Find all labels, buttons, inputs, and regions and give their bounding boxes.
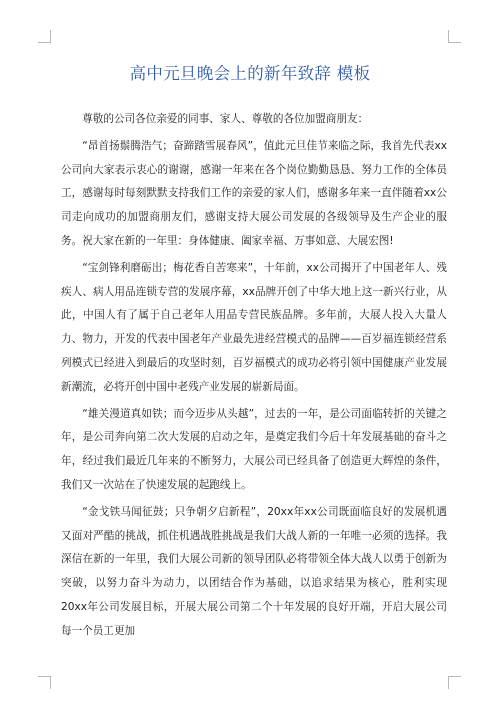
body-paragraph-1: “昂首扬鬃腾浩气；奋蹄踏雪展春风”，值此元旦佳节来临之际，我首先代表xx公司向大家表示衷心的谢谢，感谢一年来在各个岗位勤勤恳恳、努力工作的全体员工，感谢每时每刻默默支持我们工作的亲爱的家人们，感谢多年来一直伴随着xx公司走向成功的加盟商朋友们，感谢支持大展公司发展的各级领导及生产企业的服务。祝大家在新的一年里：身体健康、阖家幸福、万事如意、大展宏图! xyxy=(61,139,447,247)
crop-mark-top-left xyxy=(38,30,51,43)
crop-mark-top-right xyxy=(448,30,461,43)
body-paragraph-4: “金戈铁马闻征鼓；只争朝夕启新程”，20xx年xx公司既面临良好的发展机遇又面对严酷的挑战，抓住机遇战胜挑战是我们大战人新的一年唯一必须的选择。我深信在新的一年里，我们大展公司新的领导团队必将带领全体大战人以勇于创新为突破，以努力奋斗为动力，以团结合作为基础，以追求结果为核心，胜利实现20xx年公司发展目标，开展大展公司第二个十年发展的良好开端，开启大展公司每一个员工更加 xyxy=(61,505,447,637)
crop-mark-bottom-right xyxy=(448,676,461,689)
greeting-paragraph: 尊敬的公司各位亲爱的同事、家人、尊敬的各位加盟商朋友： xyxy=(82,113,369,125)
crop-mark-bottom-left xyxy=(38,676,51,689)
body-paragraph-3: “雄关漫道真如铁；而今迈步从头越”，过去的一年，是公司面临转折的关键之年，是公司奔向第二次大发展的启动之年，是奠定我们今后十年发展基础的奋斗之年，经过我们最近几年来的不断努力，大展公司已经具备了创造更大辉煌的条件，我们又一次站在了快速发展的起跑线上。 xyxy=(61,407,447,491)
document-title: 高中元旦晚会上的新年致辞 模板 xyxy=(129,64,371,83)
body-paragraph-2: “宝剑锋利磨砺出；梅花香自苦寒来”，十年前，xx公司揭开了中国老年人、残疾人、病人用品连锁专营的发展序幕，xx品牌开创了中华大地上这一新兴行业，从此，中国人有了属于自己老年人用品专营民族品牌。多年前，大展人投入大量人力、物力，开发的代表中国老年产业最先进经营模式的品牌——百岁福连锁经营系列模式已经进入到最后的攻坚时刻，百岁福模式的成功必将引领中国健康产业发展新潮流，必将开创中国中老残产业发展的崭新局面。 xyxy=(61,261,447,393)
document-body xyxy=(61,108,447,644)
